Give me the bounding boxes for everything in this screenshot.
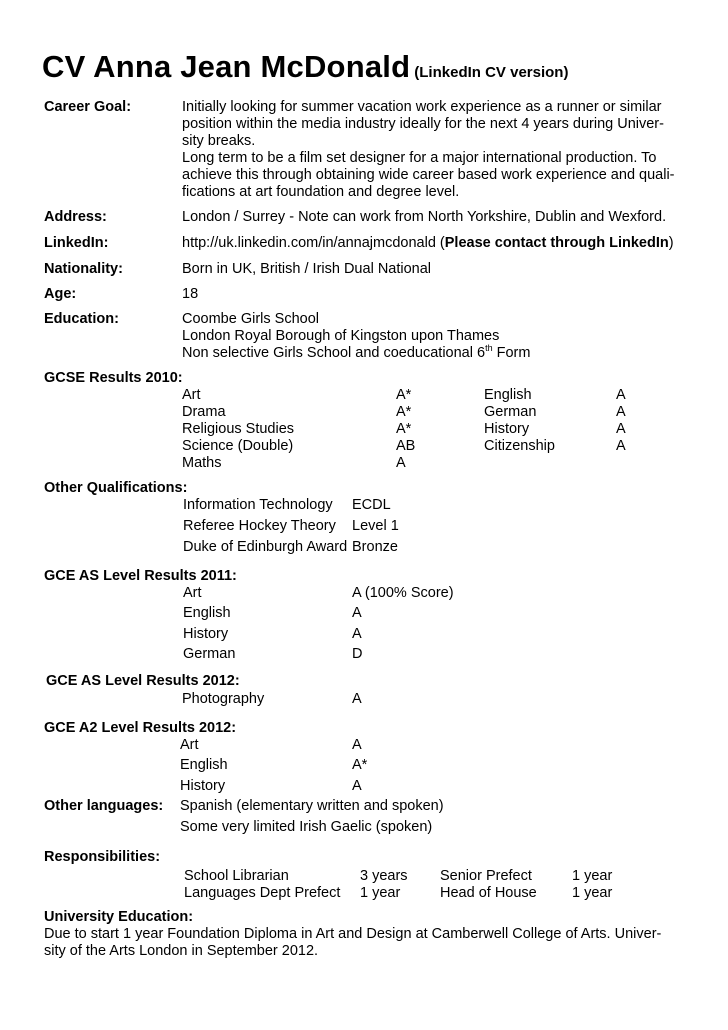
- grade: A*: [396, 387, 412, 403]
- address-label: Address:: [44, 209, 107, 225]
- grade: A: [352, 778, 362, 794]
- career-goal-line: Initially looking for summer vacation work experience as a runner or similar: [182, 99, 662, 115]
- subject: Drama: [182, 404, 226, 420]
- education-line: Non selective Girls School and coeducational 6th Form: [182, 343, 531, 361]
- linkedin-note: Please contact through LinkedIn: [444, 235, 669, 251]
- role: Languages Dept Prefect: [184, 885, 341, 901]
- grade: D: [352, 646, 363, 662]
- subject: Religious Studies: [182, 421, 295, 437]
- grade: A: [616, 387, 626, 403]
- duration: 1 year: [572, 885, 613, 901]
- subject: English: [484, 387, 532, 403]
- career-goal-line: Long term to be a film set designer for a major international production. To: [182, 150, 657, 166]
- subject: Maths: [182, 455, 222, 471]
- superscript-th: th: [485, 343, 493, 354]
- subject: Art: [180, 737, 199, 753]
- qualification-value: Level 1: [352, 518, 399, 534]
- career-goal-line: achieve this through obtaining wide career based work experience and quali-: [182, 167, 675, 183]
- subject: History: [180, 778, 226, 794]
- role: Head of House: [440, 885, 537, 901]
- subject: English: [183, 605, 231, 621]
- grade: A*: [396, 404, 412, 420]
- cv-subtitle: (LinkedIn CV version): [414, 64, 569, 81]
- subject: Photography: [182, 691, 265, 707]
- address-value: London / Surrey - Note can work from North Yorkshire, Dublin and Wexford.: [182, 209, 667, 225]
- qualification-name: Information Technology: [183, 497, 333, 513]
- gcse-label: GCSE Results 2010:: [44, 370, 183, 386]
- subject: History: [183, 626, 229, 642]
- subject: Science (Double): [182, 438, 294, 454]
- role: Senior Prefect: [440, 868, 532, 884]
- subject: Citizenship: [484, 438, 555, 454]
- grade: A: [396, 455, 406, 471]
- linkedin-url[interactable]: http://uk.linkedin.com/in/annajmcdonald (: [182, 235, 445, 251]
- duration: 1 year: [572, 868, 613, 884]
- career-goal-line: fications at art foundation and degree level.: [182, 184, 460, 200]
- nationality-label: Nationality:: [44, 261, 123, 277]
- grade: A: [352, 626, 362, 642]
- subject: English: [180, 757, 228, 773]
- qualification-name: Duke of Edinburgh Award: [183, 539, 348, 555]
- subject: German: [484, 404, 537, 420]
- grade: A*: [396, 421, 412, 437]
- grade: AB: [396, 438, 416, 454]
- age-label: Age:: [44, 286, 77, 302]
- university-label: University Education:: [44, 909, 194, 925]
- cv-title-row: [42, 50, 568, 84]
- university-line: sity of the Arts London in September 2012.: [44, 943, 319, 959]
- education-line: London Royal Borough of Kingston upon Thames: [182, 328, 500, 344]
- grade: A: [352, 605, 362, 621]
- nationality-value: Born in UK, British / Irish Dual National: [182, 261, 432, 277]
- education-label: Education:: [44, 311, 119, 327]
- qualification-value: Bronze: [352, 539, 398, 555]
- as-2011-label: GCE AS Level Results 2011:: [44, 568, 237, 584]
- linkedin-close: ): [668, 235, 674, 251]
- grade: A: [352, 691, 362, 707]
- grade: A: [616, 438, 626, 454]
- subject: Art: [182, 387, 201, 403]
- qualification-value: ECDL: [352, 497, 391, 513]
- a2-2012-label: GCE A2 Level Results 2012:: [44, 720, 237, 736]
- subject: History: [484, 421, 530, 437]
- languages-label: Other languages:: [44, 798, 164, 814]
- as-2012-label: GCE AS Level Results 2012:: [46, 673, 240, 689]
- career-goal-line: sity breaks.: [182, 133, 256, 149]
- university-line: Due to start 1 year Foundation Diploma in Art and Design at Camberwell College of Arts. Univer-: [44, 926, 662, 942]
- duration: 3 years: [360, 868, 408, 884]
- responsibilities-label: Responsibilities:: [44, 849, 161, 865]
- grade: A (100% Score): [352, 585, 454, 601]
- language-line: Spanish (elementary written and spoken): [180, 798, 444, 814]
- role: School Librarian: [184, 868, 289, 884]
- cv-title: CV Anna Jean McDonald: [42, 49, 411, 84]
- language-line: Some very limited Irish Gaelic (spoken): [180, 819, 433, 835]
- grade: A: [352, 737, 362, 753]
- qualification-name: Referee Hockey Theory: [183, 518, 336, 534]
- grade: A: [616, 421, 626, 437]
- duration: 1 year: [360, 885, 401, 901]
- age-value: 18: [182, 286, 199, 302]
- grade: A: [616, 404, 626, 420]
- education-line: Coombe Girls School: [182, 311, 319, 327]
- subject: German: [183, 646, 236, 662]
- career-goal-label: Career Goal:: [44, 99, 132, 115]
- career-goal-line: position within the media industry ideally for the next 4 years during Univer-: [182, 116, 664, 132]
- linkedin-value: [182, 235, 674, 252]
- grade: A*: [352, 757, 368, 773]
- other-qualifications-label: Other Qualifications:: [44, 480, 188, 496]
- subject: Art: [183, 585, 202, 601]
- linkedin-label: LinkedIn:: [44, 235, 109, 251]
